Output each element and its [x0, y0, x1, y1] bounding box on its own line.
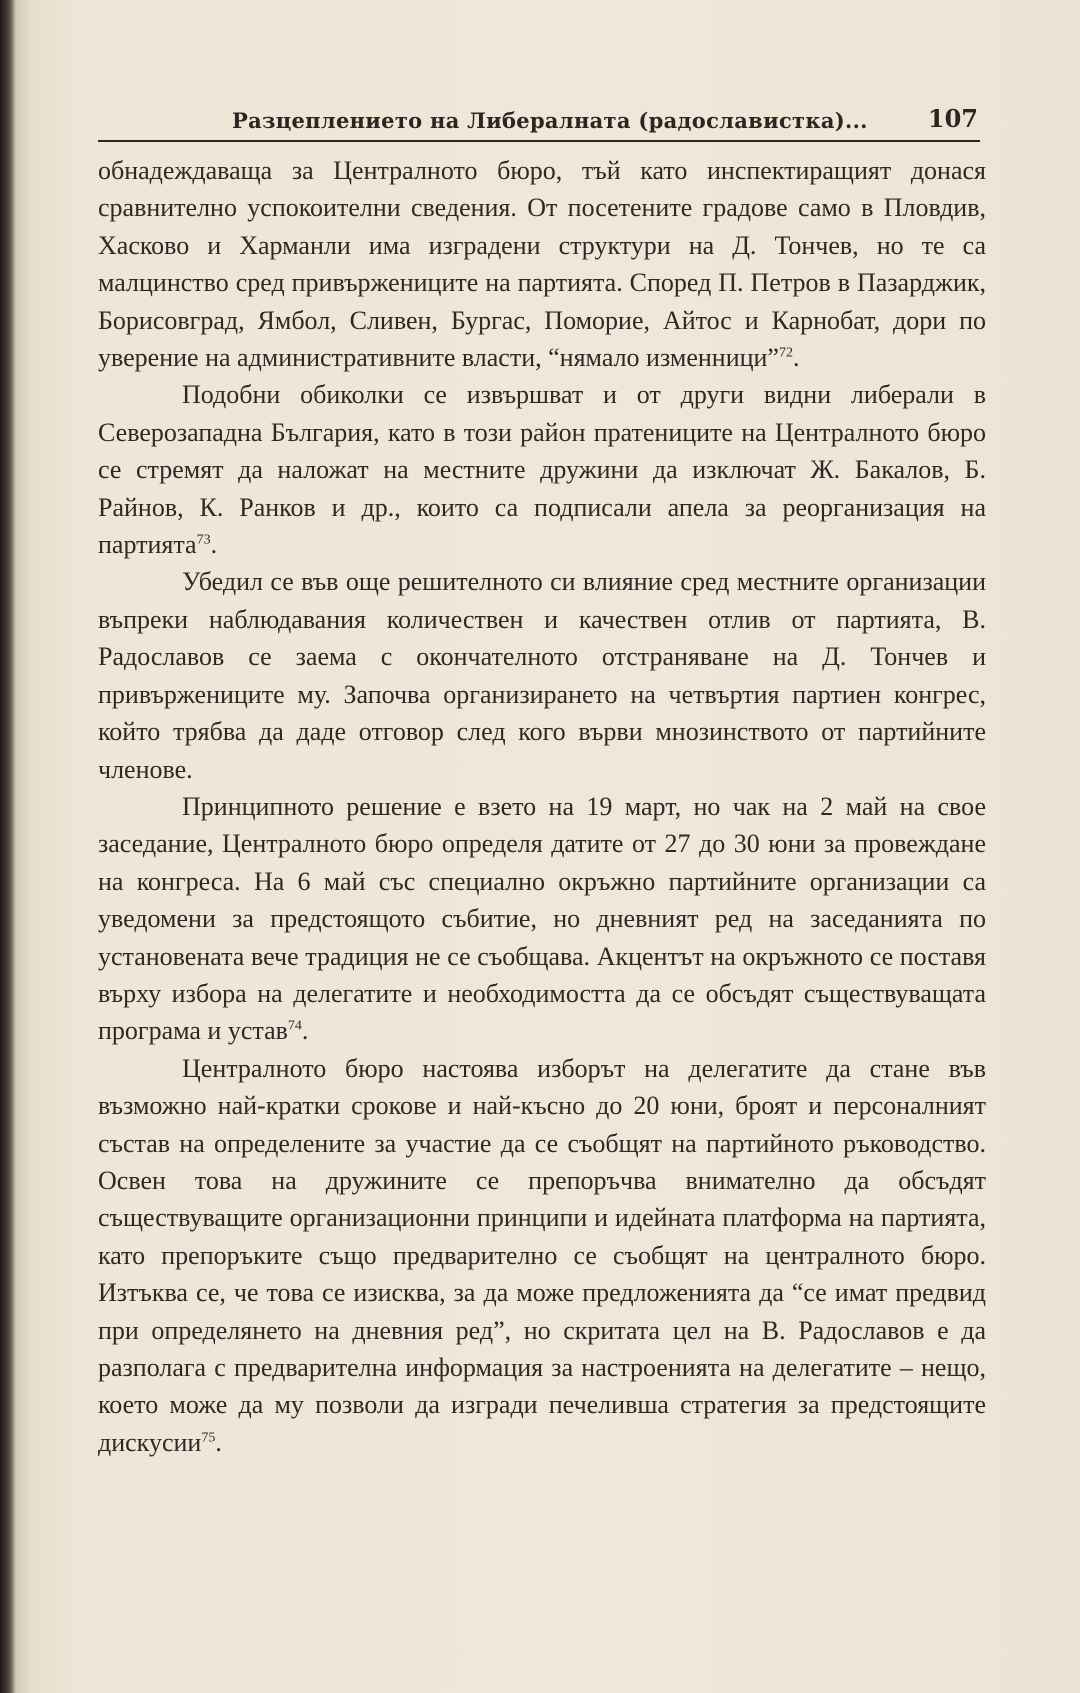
- paragraph-5-tail: .: [215, 1427, 222, 1457]
- paragraph-4-text: Принципното решение е взето на 19 март, но чак на 2 май на свое заседание, Централното бюро определя датите от 27 до 30 юни за провеждане на конгреса. На 6 май със специално окръжно партийните организации са уведомени за предстоящото събитие, но дневният ред на заседанията по установената вече традиция не се съобщава. Акцентът на окръжното се поставя върху избора на делегатите и необходимостта да се обсъдят съществуващата програма и устав: [98, 791, 986, 1046]
- book-spine-shadow: [0, 0, 16, 1693]
- paragraph-3: [98, 563, 986, 787]
- footnote-ref-72: 72: [778, 345, 793, 361]
- paragraph-1: [98, 152, 986, 376]
- paragraph-4: [98, 788, 986, 1050]
- paragraph-1-text: обнадеждаваща за Централното бюро, тъй като инспектиращият донася сравнително успокоителни сведения. От посетените градове само в Пловдив, Хасково и Харманли има изградени структури на Д. Тончев, но те са малцинство сред привържениците на партията. Според П. Петров в Пазарджик, Борисовград, Ямбол, Сливен, Бургас, Поморие, Айтос и Карнобат, дори по уверение на административните власти, “нямало изменници”: [98, 156, 986, 373]
- footnote-ref-73: 73: [196, 532, 211, 548]
- running-head-title: Разцеплението на Либералната (радославистка)...: [232, 108, 868, 133]
- running-head: [98, 104, 980, 142]
- footnote-ref-74: 74: [287, 1018, 302, 1034]
- paragraph-3-text: Убедил се във още решителното си влияние сред местните организации въпреки наблюдавания количествен и качествен отлив от партията, В. Радославов се заема с окончателното отстраняване на Д. Тончев и привържениците му. Започва организирането на четвъртия партиен конгрес, който трябва да даде отговор след кого върви мнозинството от партийните членове.: [98, 567, 986, 784]
- paragraph-2: [98, 376, 986, 563]
- paragraph-4-tail: .: [301, 1016, 309, 1046]
- paragraph-2-text: Подобни обиколки се извършват и от други видни либерали в Северозападна България, като в този район пратениците на Централното бюро се стремят да наложат на местните дружини да изключат Ж. Бакалов, Б. Райнов, К. Ранков и др., които са подписали апела за реорганизация на партията: [98, 380, 986, 560]
- paragraph-5: [98, 1050, 986, 1461]
- body-text: [98, 152, 986, 1461]
- footnote-ref-75: 75: [201, 1430, 216, 1446]
- paragraph-5-text: Централното бюро настоява изборът на делегатите да стане във възможно най-кратки срокове и най-късно до 20 юни, броят и персоналният състав на определените за участие да се съобщят на партийното ръководство. Освен това на дружините се препоръчва внимателно да обсъдят съществуващите организационни принципи и идейната платформа на партията, като препоръките също предварително се съобщят на централното бюро. Изтъква се, че това се изисква, за да може предложенията да “се имат предвид при определянето на дневния ред”, но скритата цел на В. Радославов е да разполага с предварителна информация за настроенията на делегатите – нещо, което може да му позволи да изгради печелившa стратегия за предстоящите дискусии: [98, 1053, 986, 1457]
- paragraph-1-tail: .: [792, 343, 800, 373]
- page-number: 107: [927, 104, 978, 133]
- paragraph-2-tail: .: [210, 530, 218, 560]
